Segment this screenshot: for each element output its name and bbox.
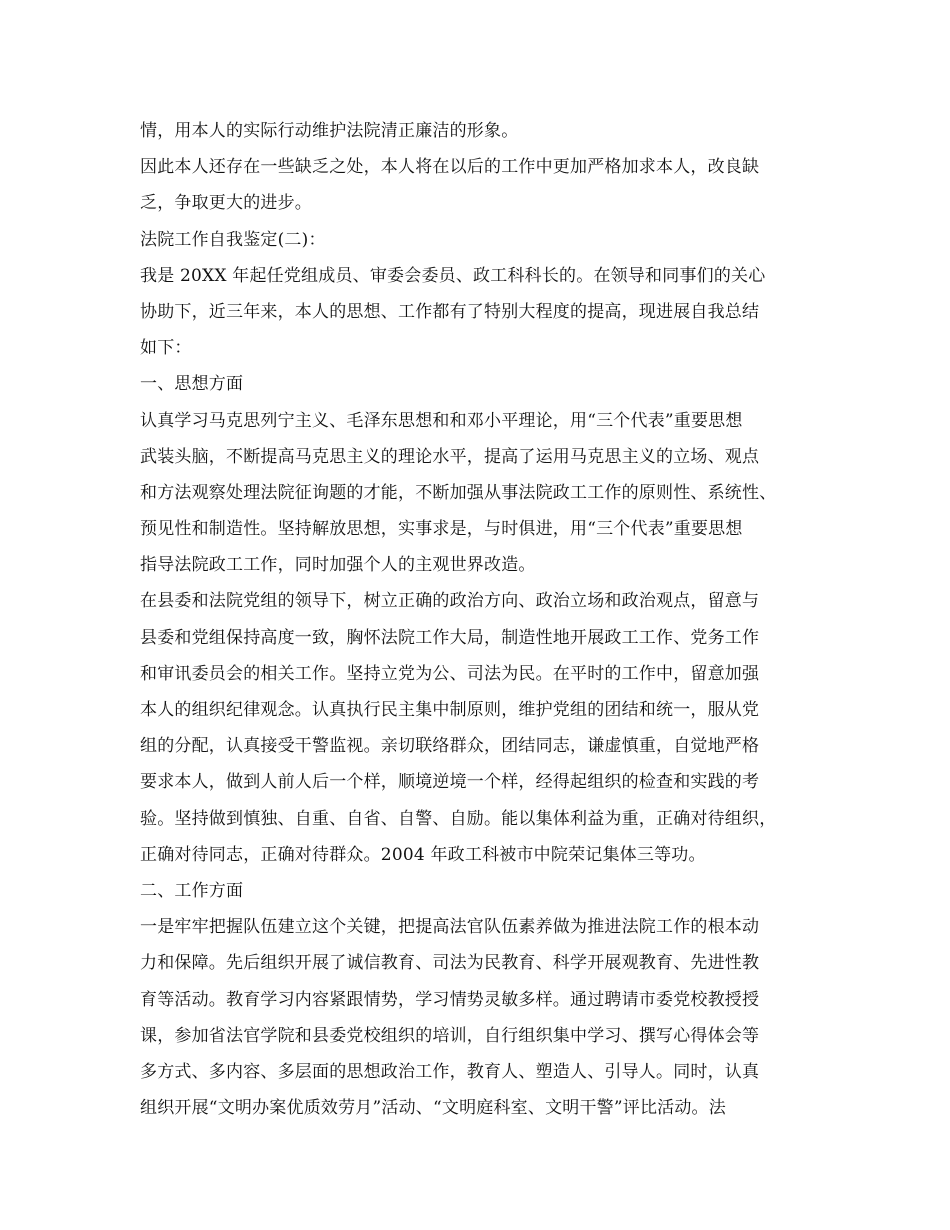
text-line: 情，用本人的实际行动维护法院清正廉洁的形象。: [140, 121, 519, 141]
text-line: 和方法观察处理法院征询题的才能，不断加强从事法院政工工作的原则性、系统性、: [140, 482, 777, 503]
text-line: 我是 20XX 年起任党组成员、审委会委员、政工科科长的。在领导和同事们的关心: [140, 265, 766, 286]
section-heading: 二、工作方面: [140, 880, 244, 901]
text-line: 验。坚持做到慎独、自重、自省、自警、自励。能以集体利益为重，正确对待组织，: [140, 808, 777, 829]
text-line: 本人的组织纪律观念。认真执行民主集中制原则，维护党组的团结和统一，服从党: [140, 700, 760, 720]
text-line: 力和保障。先后组织开展了诚信教育、司法为民教育、科学开展观教育、先进性教: [140, 953, 760, 974]
text-line: 育等活动。教育学习内容紧跟情势，学习情势灵敏多样。通过聘请市委党校教授授: [140, 989, 760, 1010]
text-line: 多方式、多内容、多层面的思想政治工作，教育人、塑造人、引导人。同时，认真: [140, 1061, 760, 1082]
text-line: 因此本人还存在一些缺乏之处，本人将在以后的工作中更加严格加求本人，改良缺: [140, 157, 760, 178]
text-line: 乏，争取更大的进步。: [140, 193, 312, 214]
text-line: 认真学习马克思列宁主义、毛泽东思想和和邓小平理论，用“三个代表”重要思想: [140, 410, 743, 431]
text-line: 要求本人，做到人前人后一个样，顺境逆境一个样，经得起组织的检查和实践的考: [140, 772, 760, 793]
text-line: 县委和党组保持高度一致，胸怀法院工作大局，制造性地开展政工工作、党务工作: [140, 627, 760, 648]
text-line: 正确对待同志，正确对待群众。2004 年政工科被市中院荣记集体三等功。: [140, 844, 706, 865]
text-line: 协助下，近三年来，本人的思想、工作都有了特别大程度的提高，现进展自我总结: [140, 301, 760, 322]
text-line: 武装头脑，不断提高马克思主义的理论水平，提高了运用马克思主义的立场、观点: [140, 446, 760, 467]
text-line: 和审讯委员会的相关工作。坚持立党为公、司法为民。在平时的工作中，留意加强: [140, 663, 760, 684]
text-line: 课，参加省法官学院和县委党校组织的培训，自行组织集中学习、撰写心得体会等: [140, 1025, 760, 1046]
text-line: 预见性和制造性。坚持解放思想，实事求是，与时俱进，用“三个代表”重要思想: [140, 519, 743, 540]
text-line: 一是牢牢把握队伍建立这个关键，把提高法官队伍素养做为推进法院工作的根本动: [140, 917, 760, 938]
document-body: [140, 113, 830, 1126]
text-line: 在县委和法院党组的领导下，树立正确的政治方向、政治立场和政治观点，留意与: [140, 591, 760, 612]
text-line: 如下：: [140, 338, 192, 359]
text-line: 组的分配，认真接受干警监视。亲切联络群众，团结同志，谦虚慎重，自觉地严格: [140, 736, 760, 757]
section-title: 法院工作自我鉴定(二)：: [140, 229, 326, 250]
text-line: 指导法院政工工作，同时加强个人的主观世界改造。: [140, 555, 536, 576]
section-heading: 一、思想方面: [140, 374, 244, 395]
text-line: 组织开展“文明办案优质效劳月”活动、“文明庭科室、文明干警”评比活动。法: [140, 1098, 726, 1119]
